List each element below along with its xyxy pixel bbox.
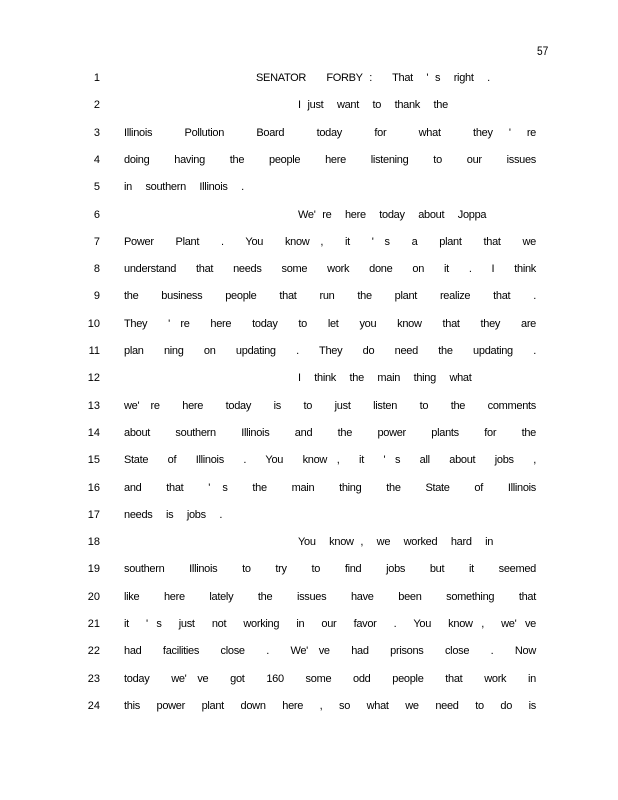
line-number: 17 bbox=[87, 508, 100, 521]
line-number: 8 bbox=[93, 263, 100, 276]
line-text: today we' ve got 160 some odd people that work in bbox=[124, 672, 536, 685]
transcript-line bbox=[0, 700, 618, 714]
transcript-line bbox=[0, 236, 618, 250]
line-number: 2 bbox=[93, 99, 100, 112]
line-number: 9 bbox=[93, 290, 100, 303]
transcript-line bbox=[0, 318, 618, 332]
line-text: State of Illinois . You know , it ' s all about jobs , bbox=[124, 454, 536, 467]
line-text: and that ' s the main thing the State of Illinois bbox=[124, 481, 536, 494]
line-text: I think the main thing what bbox=[298, 372, 472, 385]
line-number: 1 bbox=[93, 72, 100, 84]
transcript-line bbox=[0, 400, 618, 414]
transcript-line bbox=[0, 427, 618, 441]
line-text: I just want to thank the bbox=[298, 99, 448, 112]
line-text: had facilities close . We' ve had prisons close . Now bbox=[124, 645, 536, 658]
line-text: They ' re here today to let you know that they are bbox=[124, 317, 536, 330]
transcript-line bbox=[0, 181, 618, 195]
line-number: 15 bbox=[87, 454, 100, 467]
line-number: 24 bbox=[87, 699, 100, 712]
line-text: Power Plant . You know , it ' s a plant that we bbox=[124, 235, 536, 248]
line-number: 22 bbox=[87, 645, 100, 658]
line-number: 18 bbox=[87, 536, 100, 549]
transcript-line bbox=[0, 482, 618, 496]
line-text: Illinois Pollution Board today for what they ' re bbox=[124, 126, 536, 139]
line-text: like here lately the issues have been something that bbox=[124, 590, 536, 603]
transcript-line bbox=[0, 509, 618, 523]
transcript-line bbox=[0, 372, 618, 386]
line-number: 11 bbox=[88, 345, 100, 357]
transcript-line bbox=[0, 454, 618, 468]
transcript-line bbox=[0, 591, 618, 605]
line-text: You know , we worked hard in bbox=[298, 536, 494, 549]
line-text: needs is jobs . bbox=[124, 508, 223, 521]
transcript-line bbox=[0, 290, 618, 304]
line-text: about southern Illinois and the power plants for the bbox=[124, 426, 536, 439]
transcript-line bbox=[0, 209, 618, 223]
line-number: 6 bbox=[93, 208, 100, 221]
line-text: we' re here today is to just listen to the comments bbox=[124, 399, 536, 412]
transcript-line bbox=[0, 536, 618, 550]
line-number: 23 bbox=[87, 672, 100, 685]
line-text: doing having the people here listening to our issues bbox=[124, 153, 536, 166]
line-number: 5 bbox=[93, 181, 100, 194]
line-text: SENATOR FORBY : That ' s right . bbox=[256, 72, 490, 84]
line-text: this power plant down here , so what we need to do is bbox=[124, 699, 536, 712]
transcript-line bbox=[0, 127, 618, 141]
line-number: 3 bbox=[93, 126, 100, 139]
transcript-line bbox=[0, 99, 618, 113]
transcript-line bbox=[0, 154, 618, 168]
transcript-line bbox=[0, 645, 618, 659]
line-text: We' re here today about Joppa bbox=[298, 208, 487, 221]
transcript-line bbox=[0, 72, 618, 86]
line-number: 21 bbox=[87, 618, 100, 630]
line-number: 20 bbox=[87, 590, 100, 603]
line-number: 7 bbox=[93, 235, 100, 248]
transcript-line bbox=[0, 673, 618, 687]
transcript-line bbox=[0, 263, 618, 277]
line-number: 19 bbox=[87, 563, 100, 576]
line-text: it ' s just not working in our favor . You know , we' ve bbox=[124, 618, 536, 630]
transcript-line bbox=[0, 618, 618, 632]
transcript-line bbox=[0, 563, 618, 577]
line-text: the business people that run the plant realize that . bbox=[124, 290, 536, 303]
page-number: 57 bbox=[536, 44, 548, 58]
line-number: 10 bbox=[87, 317, 100, 330]
line-text: southern Illinois to try to find jobs but it seemed bbox=[124, 563, 536, 576]
line-number: 4 bbox=[93, 153, 100, 166]
line-number: 13 bbox=[87, 399, 100, 412]
line-number: 12 bbox=[87, 372, 100, 385]
line-number: 16 bbox=[87, 481, 100, 494]
line-text: plan ning on updating . They do need the updating . bbox=[124, 345, 536, 357]
line-text: understand that needs some work done on it . I think bbox=[124, 263, 536, 276]
line-text: in southern Illinois . bbox=[124, 181, 244, 194]
line-number: 14 bbox=[87, 426, 100, 439]
transcript-line bbox=[0, 345, 618, 359]
